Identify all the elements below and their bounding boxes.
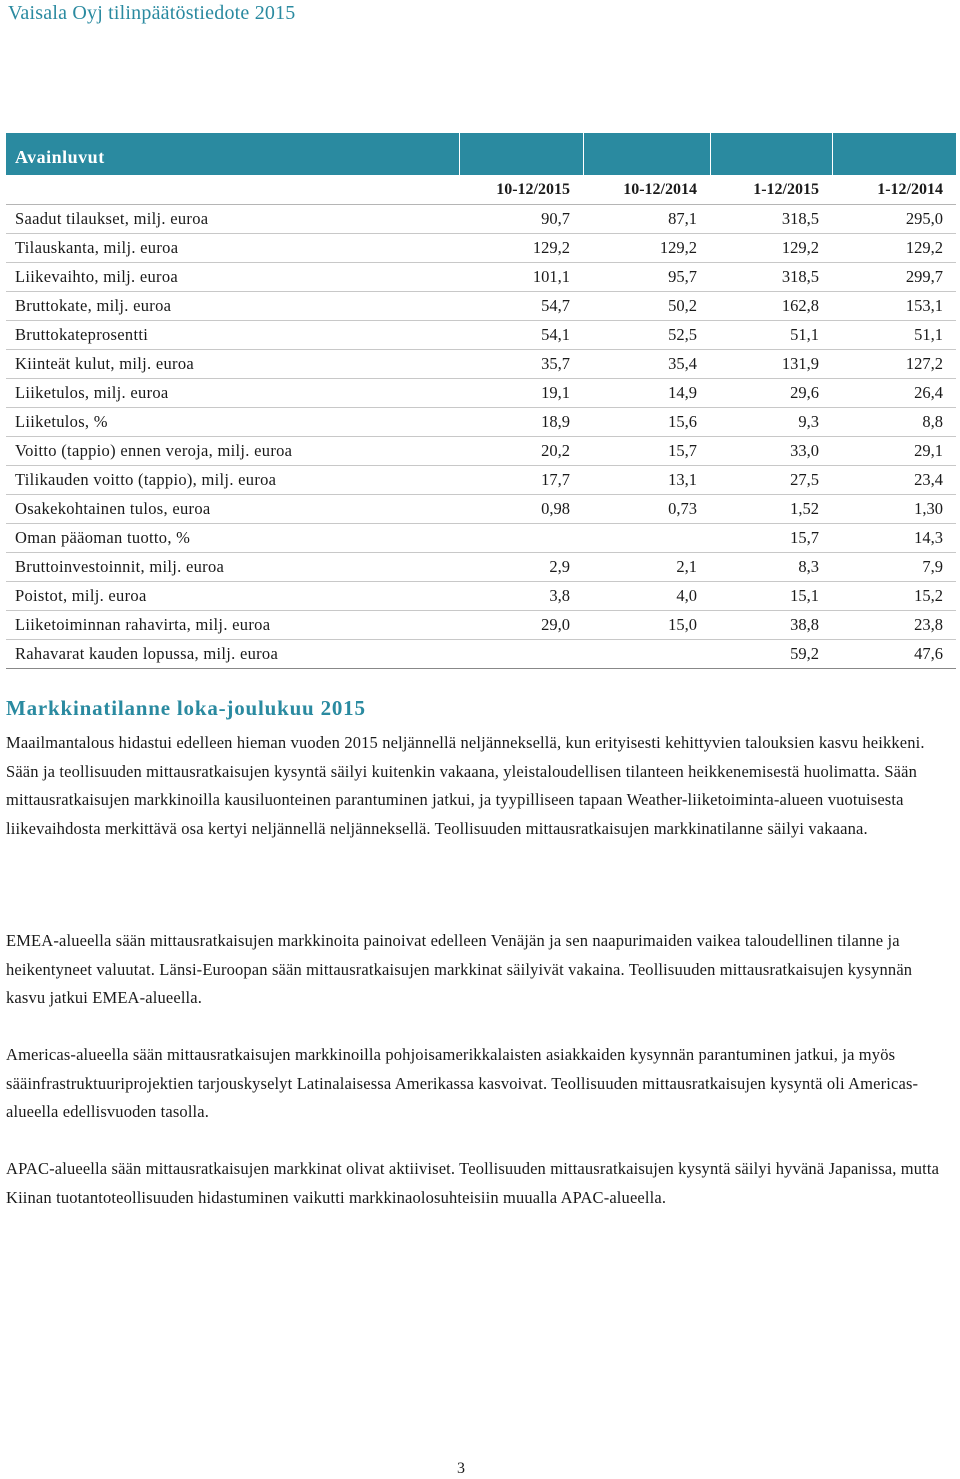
- row-label: Liiketulos, %: [6, 408, 459, 437]
- row-label: Saadut tilaukset, milj. euroa: [6, 205, 459, 234]
- row-value: 95,7: [583, 263, 710, 292]
- row-value: 1,52: [710, 495, 832, 524]
- table-row: [6, 553, 956, 582]
- row-value: 318,5: [710, 263, 832, 292]
- row-value: [459, 640, 583, 669]
- table-row: [6, 437, 956, 466]
- row-value: 14,9: [583, 379, 710, 408]
- row-value: [459, 524, 583, 553]
- row-value: 318,5: [710, 205, 832, 234]
- row-value: 2,1: [583, 553, 710, 582]
- key-figures-section: [6, 133, 956, 669]
- row-value: 295,0: [832, 205, 956, 234]
- row-value: 15,2: [832, 582, 956, 611]
- row-value: 8,3: [710, 553, 832, 582]
- row-label: Liiketoiminnan rahavirta, milj. euroa: [6, 611, 459, 640]
- row-value: 35,7: [459, 350, 583, 379]
- market-paragraph: EMEA-alueella sään mittausratkaisujen markkinoita painoivat edelleen Venäjän ja sen naapurimaiden vaikea taloudellinen tilanne ja heikentyneet valuutat. Länsi-Euroopan sään mittausratkaisujen markkinat säilyivät vakaina. Teollisuuden mittausratkaisujen kysynnän kasvu jatkui EMEA-alueella.: [6, 931, 913, 1007]
- table-row: [6, 205, 956, 234]
- row-label: Bruttoinvestoinnit, milj. euroa: [6, 553, 459, 582]
- row-value: 35,4: [583, 350, 710, 379]
- table-row: [6, 350, 956, 379]
- row-value: 9,3: [710, 408, 832, 437]
- title-band-cell: [832, 133, 956, 175]
- row-value: 299,7: [832, 263, 956, 292]
- row-value: 52,5: [583, 321, 710, 350]
- row-value: 15,7: [710, 524, 832, 553]
- row-value: 15,6: [583, 408, 710, 437]
- key-figures-body: [6, 205, 956, 669]
- table-row: [6, 524, 956, 553]
- row-value: 54,7: [459, 292, 583, 321]
- table-row: [6, 379, 956, 408]
- row-value: 59,2: [710, 640, 832, 669]
- row-value: 129,2: [710, 234, 832, 263]
- row-label: Bruttokateprosentti: [6, 321, 459, 350]
- table-row: [6, 611, 956, 640]
- table-row: [6, 408, 956, 437]
- column-header: 10-12/2014: [583, 175, 710, 205]
- row-value: 153,1: [832, 292, 956, 321]
- row-value: 7,9: [832, 553, 956, 582]
- row-value: 18,9: [459, 408, 583, 437]
- document-header: Vaisala Oyj tilinpäätöstiedote 2015: [8, 2, 296, 24]
- row-value: 14,3: [832, 524, 956, 553]
- row-value: 0,98: [459, 495, 583, 524]
- row-value: 129,2: [832, 234, 956, 263]
- row-value: 90,7: [459, 205, 583, 234]
- row-value: 17,7: [459, 466, 583, 495]
- row-label: Liikevaihto, milj. euroa: [6, 263, 459, 292]
- row-label: Bruttokate, milj. euroa: [6, 292, 459, 321]
- row-value: 23,8: [832, 611, 956, 640]
- row-value: 50,2: [583, 292, 710, 321]
- row-value: 15,1: [710, 582, 832, 611]
- row-value: 29,0: [459, 611, 583, 640]
- market-paragraph: Maailmantalous hidastui edelleen hieman vuoden 2015 neljännellä neljänneksellä, kun erityisesti kehittyvien talouksien kasvu heikkeni. Sään ja teollisuuden mittausratkaisujen kysyntä säilyi kuitenkin vakaana, yleistaloudellisen tilanteen heikkenemisestä huolimatta. Sään mittausratkaisujen markkinoilla kausiluonteinen parantuminen jatkui, ja tyypilliseen tapaan Weather-liiketoiminta-alueen vuotuisesta liikevaihdosta merkittävä osa kertyi neljännellä neljänneksellä. Teollisuuden mittausratkaisujen markkinatilanne säilyi vakaana.: [6, 733, 925, 838]
- row-label: Poistot, milj. euroa: [6, 582, 459, 611]
- row-value: 0,73: [583, 495, 710, 524]
- row-value: 23,4: [832, 466, 956, 495]
- row-value: 129,2: [583, 234, 710, 263]
- row-value: 51,1: [710, 321, 832, 350]
- table-row: [6, 234, 956, 263]
- row-value: [583, 640, 710, 669]
- row-value: 38,8: [710, 611, 832, 640]
- row-value: 15,7: [583, 437, 710, 466]
- key-figures-title-row: [6, 133, 956, 175]
- market-paragraph: Americas-alueella sään mittausratkaisujen markkinoilla pohjoisamerikkalaisten asiakkaiden kysynnän parantuminen jatkui, ja myös sääinfrastruktuuriprojektien tarjouskyselyt Latinalaisessa Amerikassa kasvoivat. Teollisuuden mittausratkaisujen kysyntä oli Americas-alueella edellisvuoden tasolla.: [6, 1045, 919, 1121]
- row-value: 87,1: [583, 205, 710, 234]
- row-label: Voitto (tappio) ennen veroja, milj. euroa: [6, 437, 459, 466]
- row-value: 15,0: [583, 611, 710, 640]
- table-row: [6, 263, 956, 292]
- row-value: 3,8: [459, 582, 583, 611]
- row-value: 131,9: [710, 350, 832, 379]
- row-value: 13,1: [583, 466, 710, 495]
- row-value: 1,30: [832, 495, 956, 524]
- row-label: Liiketulos, milj. euroa: [6, 379, 459, 408]
- row-label: Oman pääoman tuotto, %: [6, 524, 459, 553]
- table-row: [6, 292, 956, 321]
- column-header: 1-12/2015: [710, 175, 832, 205]
- title-band-cell: [583, 133, 710, 175]
- table-row: [6, 640, 956, 669]
- key-figures-table: [6, 133, 956, 669]
- row-value: 29,6: [710, 379, 832, 408]
- row-value: 127,2: [832, 350, 956, 379]
- row-value: 2,9: [459, 553, 583, 582]
- table-row: [6, 466, 956, 495]
- column-header: 10-12/2015: [459, 175, 583, 205]
- row-value: 54,1: [459, 321, 583, 350]
- row-value: 162,8: [710, 292, 832, 321]
- row-value: 19,1: [459, 379, 583, 408]
- key-figures-title: Avainluvut: [6, 133, 459, 175]
- title-band-cell: [459, 133, 583, 175]
- table-row: [6, 582, 956, 611]
- row-value: 29,1: [832, 437, 956, 466]
- column-header: 1-12/2014: [832, 175, 956, 205]
- row-value: 51,1: [832, 321, 956, 350]
- market-section-title: Markkinatilanne loka-joulukuu 2015: [6, 696, 366, 720]
- row-value: 101,1: [459, 263, 583, 292]
- market-paragraph: APAC-alueella sään mittausratkaisujen markkinat olivat aktiiviset. Teollisuuden mittausratkaisujen kysyntä säilyi hyvänä Japanissa, mutta Kiinan tuotantoteollisuuden hidastuminen vaikutti markkinaolosuhteisiin muualla APAC-alueella.: [6, 1159, 940, 1207]
- column-header-blank: [6, 175, 459, 205]
- row-value: 4,0: [583, 582, 710, 611]
- row-value: 47,6: [832, 640, 956, 669]
- row-label: Tilikauden voitto (tappio), milj. euroa: [6, 466, 459, 495]
- row-value: 27,5: [710, 466, 832, 495]
- row-label: Kiinteät kulut, milj. euroa: [6, 350, 459, 379]
- row-value: 8,8: [832, 408, 956, 437]
- row-value: 33,0: [710, 437, 832, 466]
- table-row: [6, 321, 956, 350]
- row-label: Tilauskanta, milj. euroa: [6, 234, 459, 263]
- row-value: [583, 524, 710, 553]
- page-number: 3: [457, 1460, 465, 1477]
- row-value: 129,2: [459, 234, 583, 263]
- title-band-cell: [710, 133, 832, 175]
- column-header-row: [6, 175, 956, 205]
- row-label: Osakekohtainen tulos, euroa: [6, 495, 459, 524]
- row-value: 20,2: [459, 437, 583, 466]
- table-row: [6, 495, 956, 524]
- row-value: 26,4: [832, 379, 956, 408]
- row-label: Rahavarat kauden lopussa, milj. euroa: [6, 640, 459, 669]
